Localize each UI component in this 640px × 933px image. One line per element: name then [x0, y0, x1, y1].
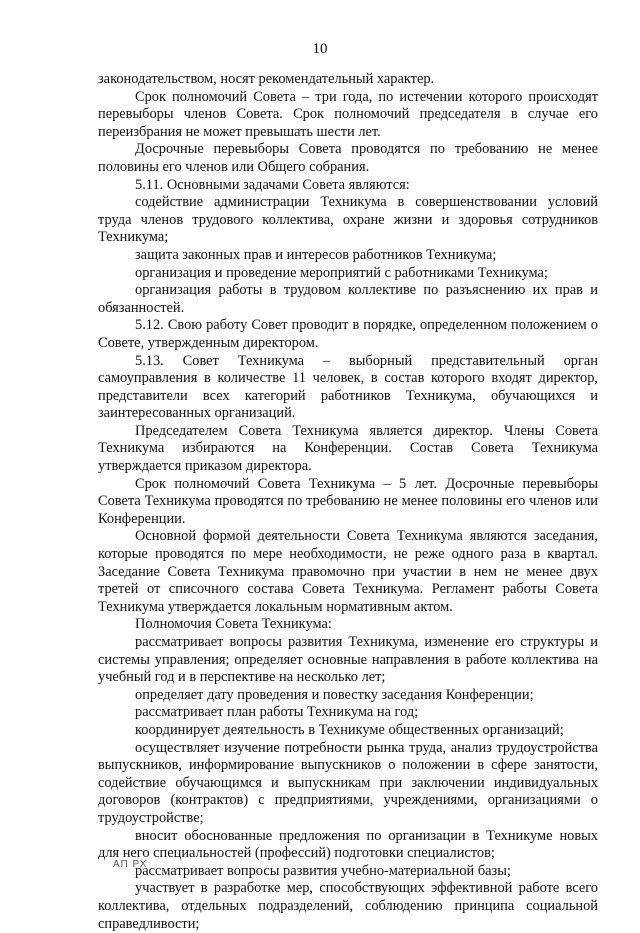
list-item: организация и проведение мероприятий с работниками Техникума;	[135, 264, 548, 281]
list-item: вносит обоснованные предложения по организации в Техникуме новых для него специальностей (профессий) подготовки специалистов;	[98, 827, 598, 862]
list-item: защита законных прав и интересов работников Техникума;	[135, 246, 497, 263]
list-item: содействие администрации Техникума в совершенствовании условий труда членов трудового коллектива, охране жизни и здоровья сотрудников Техникума;	[98, 194, 598, 246]
paragraph: Срок полномочий Совета Техникума – 5 лет. Досрочные перевыборы Совета Техникума проводятся по требованию не менее половины его членов или Конференции.	[98, 475, 598, 527]
list-item: координирует деятельность в Техникуме общественных организаций;	[135, 721, 564, 738]
paragraph: Основной формой деятельности Совета Техникума являются заседания, которые проводятся по мере необходимости, не реже одного раза в квартал. Заседание Совета Техникума правомочно при участии в нем не менее двух третей от списочного состава Совета Техникума. Регламент работы Совета Техникума утверждается локальным нормативным актом.	[98, 528, 598, 615]
footer-stamp-mark: АП РХ	[113, 859, 148, 870]
list-item: организация работы в трудовом коллективе по разъяснению их прав и обязанностей.	[98, 282, 598, 316]
section-heading: Полномочия Совета Техникума:	[135, 616, 332, 633]
page-number: 10	[312, 41, 328, 57]
paragraph: 5.12. Свою работу Совет проводит в порядке, определенном положением о Совете, утвержденным директором.	[98, 317, 598, 351]
paragraph: Досрочные перевыборы Совета проводятся по требованию не менее половины его членов или Общего собрания.	[98, 141, 598, 175]
document-body	[98, 71, 598, 933]
list-item: участвует в разработке мер, способствующих эффективной работе всего коллектива, отдельных подразделений, соблюдению принципа социальной справедливости;	[98, 880, 598, 932]
section-heading: 5.11. Основными задачами Совета являются:	[135, 176, 410, 193]
paragraph: Срок полномочий Совета – три года, по истечении которого происходят перевыборы членов Совета. Срок полномочий председателя в случае его переизбрания не может превышать шести лет.	[98, 88, 598, 140]
list-item: рассматривает план работы Техникума на год;	[135, 704, 419, 721]
list-item: рассматривает вопросы развития учебно-материальной базы;	[135, 862, 511, 879]
list-item: осуществляет изучение потребности рынка труда, анализ трудоустройства выпускников, информирование выпускников о положении в сфере занятости, содействие обучающимся и выпускникам при заключении индивидуальных договоров (контрактов) с предприятиями, учреждениями, организациями о трудоустройстве;	[98, 739, 598, 826]
paragraph: законодательством, носят рекомендательный характер.	[98, 71, 435, 87]
paragraph: Председателем Совета Техникума является директор. Члены Совета Техникума избираются на Конференции. Состав Совета Техникума утверждается приказом директора.	[98, 422, 598, 475]
list-item: рассматривает вопросы развития Техникума, изменение его структуры и системы управления; определяет основные направления в работе коллектива на учебный год и в перспективе на несколько лет;	[98, 634, 598, 686]
list-item: определяет дату проведения и повестку заседания Конференции;	[135, 686, 534, 703]
paragraph: 5.13. Совет Техникума – выборный представительный орган самоуправления в количестве 11 человек, в состав которого входят директор, представители всех категорий работников Техникума, обучающихся и заинтересованных организаций.	[98, 352, 598, 422]
